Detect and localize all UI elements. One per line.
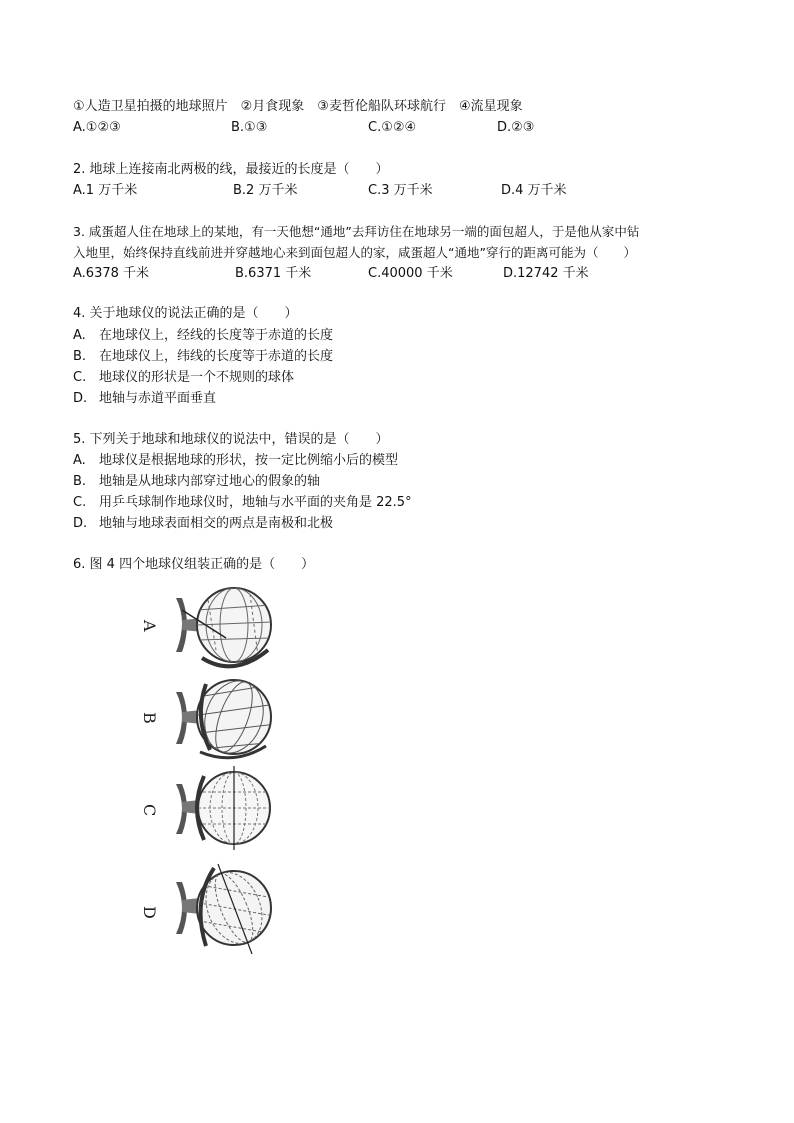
globe-b xyxy=(140,673,276,762)
q3-option-a: A.6378 千米 xyxy=(73,266,150,281)
q3-option-d: D.12742 千米 xyxy=(503,266,589,281)
globe-label-d: D xyxy=(140,906,159,919)
q5-option-a: A. 地球仪是根据地球的形状，按一定比例缩小后的模型 xyxy=(73,453,399,468)
globe-c xyxy=(140,766,270,850)
globe-label-b: B xyxy=(140,712,159,724)
q6-stem: 6. 图 4 四个地球仪组装正确的是（ ） xyxy=(73,557,315,572)
q1-option-a: A.①②③ xyxy=(73,120,121,135)
q2-option-b: B.2 万千米 xyxy=(233,183,298,198)
q5-option-d: D. 地轴与地球表面相交的两点是南极和北极 xyxy=(73,516,334,531)
globe-figure xyxy=(130,580,290,980)
q3-option-c: C.40000 千米 xyxy=(368,266,453,281)
q4-stem: 4. 关于地球仪的说法正确的是（ ） xyxy=(73,306,298,321)
globe-d xyxy=(140,864,274,954)
q1-option-c: C.①②④ xyxy=(368,120,417,135)
globe-label-c: C xyxy=(140,804,159,817)
globe-label-a: A xyxy=(140,620,159,632)
q1-option-b: B.①③ xyxy=(231,120,268,135)
q4-option-a: A. 在地球仪上，经线的长度等于赤道的长度 xyxy=(73,328,334,343)
q4-option-d: D. 地轴与赤道平面垂直 xyxy=(73,391,217,406)
q3-option-b: B.6371 千米 xyxy=(235,266,312,281)
q5-option-c: C. 用乒乓球制作地球仪时，地轴与水平面的夹角是 22.5° xyxy=(73,495,412,510)
globe-figure-svg xyxy=(130,580,290,980)
q2-stem: 2. 地球上连接南北两极的线，最接近的长度是（ ） xyxy=(73,162,389,177)
q4-option-b: B. 在地球仪上，纬线的长度等于赤道的长度 xyxy=(73,349,334,364)
q2-option-d: D.4 万千米 xyxy=(501,183,567,198)
q4-option-c: C. 地球仪的形状是一个不规则的球体 xyxy=(73,370,295,385)
globe-a xyxy=(140,588,271,666)
q5-stem: 5. 下列关于地球和地球仪的说法中，错误的是（ ） xyxy=(73,432,389,447)
q1-option-d: D.②③ xyxy=(497,120,535,135)
q3-stem-line1: 3. 咸蛋超人住在地球上的某地，有一天他想“通地”去拜访住在地球另一端的面包超人，于是他从家中钻 xyxy=(73,224,640,239)
q2-option-a: A.1 万千米 xyxy=(73,183,138,198)
q5-option-b: B. 地轴是从地球内部穿过地心的假象的轴 xyxy=(73,474,321,489)
q3-stem-line2: 入地里，始终保持直线前进并穿越地心来到面包超人的家，咸蛋超人“通地”穿行的距离可能为（ ） xyxy=(73,245,636,260)
q1-stem: ①人造卫星拍摄的地球照片 ②月食现象 ③麦哲伦船队环球航行 ④流星现象 xyxy=(73,99,523,114)
q2-option-c: C.3 万千米 xyxy=(368,183,433,198)
